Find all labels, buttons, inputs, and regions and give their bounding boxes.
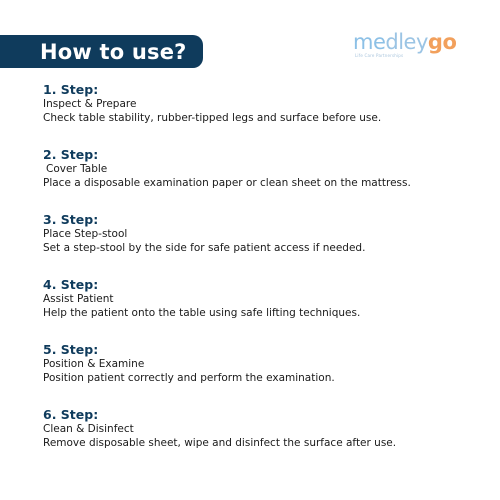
page-title: How to use? xyxy=(40,39,187,64)
step-description: Check table stability, rubber-tipped legs and surface before use. xyxy=(43,112,382,124)
step-4 xyxy=(43,278,483,320)
header-banner xyxy=(0,35,203,68)
step-heading: 3. Step: xyxy=(43,212,99,227)
step-3 xyxy=(43,213,483,255)
step-title: Inspect & Prepare xyxy=(43,98,137,110)
step-2 xyxy=(43,148,483,190)
step-title: Position & Examine xyxy=(43,358,145,370)
step-description: Place a disposable examination paper or clean sheet on the mattress. xyxy=(43,177,411,189)
step-5 xyxy=(43,343,483,385)
step-title: Cover Table xyxy=(46,163,108,175)
logo-wordmark-part-b: dley xyxy=(385,30,428,54)
step-description: Help the patient onto the table using safe lifting techniques. xyxy=(43,307,361,319)
step-6 xyxy=(43,408,483,450)
logo-wordmark xyxy=(353,30,456,54)
step-heading: 1. Step: xyxy=(43,82,99,97)
step-description: Position patient correctly and perform the examination. xyxy=(43,372,335,384)
logo-wordmark-part-c: go xyxy=(427,30,457,54)
step-heading: 4. Step: xyxy=(43,277,99,292)
step-heading: 5. Step: xyxy=(43,342,99,357)
step-1 xyxy=(43,83,483,125)
step-description: Remove disposable sheet, wipe and disinfect the surface after use. xyxy=(43,437,397,449)
step-heading: 6. Step: xyxy=(43,407,99,422)
step-description: Set a step-stool by the side for safe patient access if needed. xyxy=(43,242,366,254)
logo-wordmark-part-a: me xyxy=(353,30,386,54)
step-title: Place Step-stool xyxy=(43,228,128,240)
step-title: Assist Patient xyxy=(43,293,114,305)
brand-logo xyxy=(353,30,473,64)
step-heading: 2. Step: xyxy=(43,147,99,162)
logo-tagline: Life Care Partnerships xyxy=(355,53,404,58)
step-title: Clean & Disinfect xyxy=(43,423,134,435)
